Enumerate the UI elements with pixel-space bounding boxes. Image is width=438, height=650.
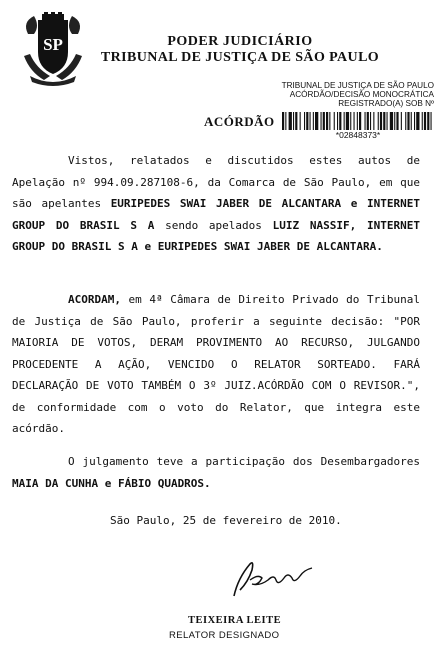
document-title: ACÓRDÃO [204, 114, 275, 129]
rapporteur-role: RELATOR DESIGNADO [169, 630, 280, 641]
report-intro: Vistos, relatados e discutidos estes autos de Apelação nº 994.09.287108-6, da Comarca de São Paulo, em que são apelantes [12, 154, 420, 210]
rapporteur-name: TEIXEIRA LEITE [188, 615, 282, 626]
appellees: LUIZ NASSIF, INTERNET GROUP DO BRASIL S A e EURIPEDES SWAI JABER DE ALCANTARA. [12, 218, 420, 253]
registration-court: TRIBUNAL DE JUSTIÇA DE SÃO PAULO [281, 81, 434, 90]
registration-stamp [258, 81, 434, 108]
registration-label: REGISTRADO(A) SOB Nº [338, 99, 434, 108]
report-connector: sendo apelados [154, 218, 273, 232]
paragraph-report [12, 150, 420, 258]
registration-type: ACÓRDÃO/DECISÃO MONOCRÁTICA [289, 90, 434, 99]
paragraph-decision [12, 289, 420, 440]
barcode-icon [282, 112, 434, 130]
paragraph-participants [12, 451, 420, 494]
barcode-number: *02848373* [335, 130, 381, 140]
participant-judges: MAIA DA CUNHA e FÁBIO QUADROS. [12, 476, 211, 490]
appellants: EURIPEDES SWAI JABER DE ALCANTARA e INTERNET GROUP DO BRASIL S A [12, 197, 420, 232]
signature-icon [228, 556, 318, 598]
header-court-name: TRIBUNAL DE JUSTIÇA DE SÃO PAULO [100, 50, 380, 65]
participants-intro: O julgamento teve a participação dos Desembargadores [68, 455, 420, 468]
decision-lead: ACORDAM, [68, 293, 121, 306]
decision-text: em 4ª Câmara de Direito Privado do Tribunal de Justiça de São Paulo, proferir a seguinte decisão: "POR MAIORIA DE VOTOS, DERAM PROVIMENTO AO RECURSO, JULGANDO PROCEDENTE A AÇÃO, VENCIDO O RELATOR SORTEADO. FARÁ DECLARAÇÃO DE VOTO TAMBÉM O 3º JUIZ.ACÓRDÃO COM O REVISOR.", de conformidade com o voto do Relator, que integra este acórdão. [12, 293, 420, 435]
seal-letters: SP [43, 35, 63, 54]
date-line: São Paulo, 25 de fevereiro de 2010. [110, 514, 342, 527]
header-court-power: PODER JUDICIÁRIO [167, 34, 313, 49]
